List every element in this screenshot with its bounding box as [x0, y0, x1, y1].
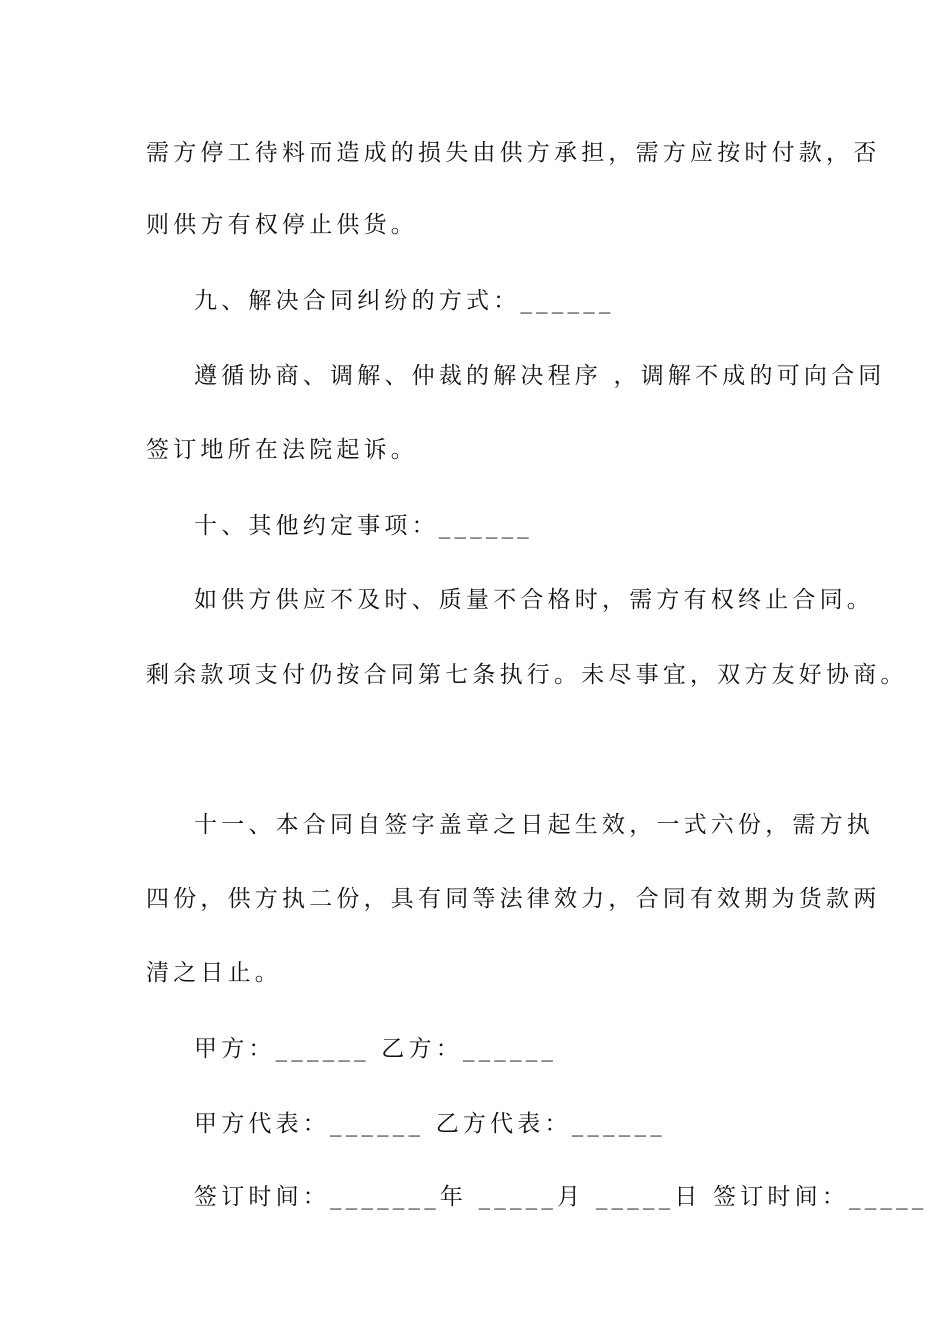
- paragraph-line: 则供方有权停止供货。: [146, 212, 418, 238]
- section-heading-other: 十、其他约定事项：______: [194, 513, 533, 539]
- paragraph-line: 遵循协商、调解、仲裁的解决程序 ，调解不成的可向合同: [194, 363, 886, 389]
- paragraph-line: 签订地所在法院起诉。: [146, 437, 418, 463]
- paragraph-line: 如供方供应不及时、质量不合格时，需方有权终止合同。: [194, 587, 874, 613]
- paragraph-line: 需方停工待料而造成的损失由供方承担，需方应按时付款，否: [146, 140, 881, 166]
- paragraph-line: 剩余款项支付仍按合同第七条执行。未尽事宜，双方友好协商。: [146, 662, 908, 688]
- signature-parties: 甲方：______ 乙方：______: [194, 1036, 558, 1062]
- section-heading-validity: 十一、本合同自签字盖章之日起生效，一式六份，需方执: [194, 812, 874, 838]
- signature-dates: 签订时间：_______年 _____月 _____日 签订时间：_____: [194, 1184, 928, 1210]
- section-heading-dispute: 九、解决合同纠纷的方式：______: [194, 288, 615, 314]
- paragraph-line: 四份，供方执二份，具有同等法律效力，合同有效期为货款两: [146, 886, 881, 912]
- signature-representatives: 甲方代表：______ 乙方代表：______: [194, 1111, 666, 1137]
- paragraph-line: 清之日止。: [146, 960, 282, 986]
